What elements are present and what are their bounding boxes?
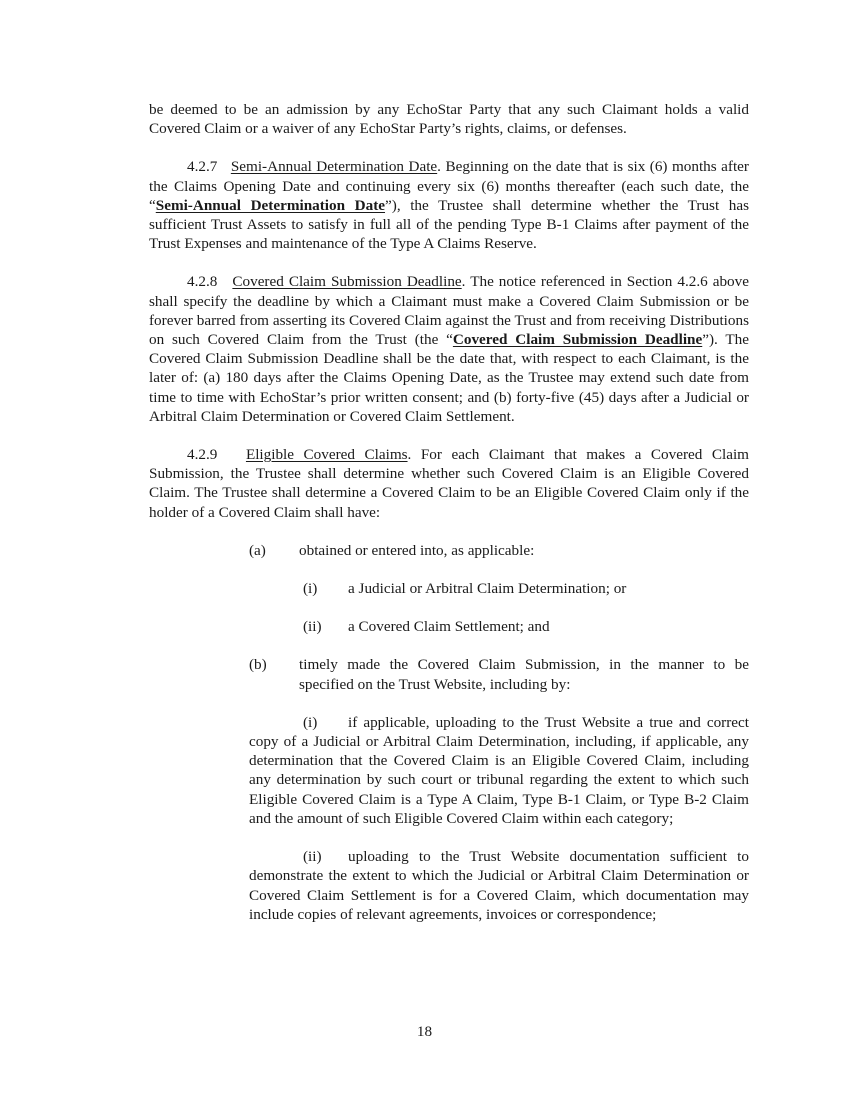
section-heading: Semi-Annual Determination Date — [230, 158, 438, 176]
item-text: obtained or entered into, as applicable: — [299, 541, 535, 559]
section-text: . The notice referenced in Section 4.2.6 above shall specify the deadline by which a Claimant must make a Covered Claim Submission or be forever barred from asserting its Covered Claim against the Trust and from receiving Distributions on such Covered Claim from the Trust (the “ — [149, 273, 749, 349]
section-text: . For each Claimant that makes a Covered Claim Submission, the Trustee shall determine whether such Covered Claim is an Eligible Covered Claim. The Trustee shall determine a Covered Claim to be an Eligible Covered Claim only if the holder of a Covered Claim shall have: — [149, 446, 749, 521]
item-text: timely made the Covered Claim Submission, in the manner to be specified on the Trust Website, including by: — [299, 656, 749, 693]
defined-term: Semi-Annual Determination Date — [155, 196, 386, 214]
section-heading: Eligible Covered Claims — [245, 446, 408, 464]
item-label: (ii) — [303, 848, 322, 866]
list-item-a-ii — [303, 617, 749, 636]
list-item-b-i — [249, 713, 749, 828]
section-number: 4.2.7 — [187, 158, 218, 176]
section-text: ”). The Covered Claim Submission Deadline shall be the date that, with respect to each Claimant, is the later of: (a) 180 days after the Claims Opening Date, as the Trustee may extend such date from time to time with EchoStar’s prior written consent; and (b) forty-five (45) days after a Judicial or Arbitral Claim Determination or Covered Claim Settlement. — [149, 331, 750, 425]
section-number: 4.2.8 — [187, 273, 218, 291]
defined-term: Covered Claim Submission Deadline — [452, 331, 703, 349]
section-text: ”), the Trustee shall determine whether the Trust has sufficient Trust Assets to satisfy in full all of the pending Type B-1 Claims after payment of the Trust Expenses and maintenance of the Type A Claims Reserve. — [149, 196, 750, 253]
list-item-b — [249, 655, 749, 693]
document-page — [149, 100, 749, 924]
list-item-b-ii — [249, 847, 749, 924]
section-number: 4.2.9 — [187, 446, 218, 464]
item-label: (b) — [249, 656, 267, 674]
section-4-2-9 — [149, 445, 749, 522]
list-item-a-i — [303, 579, 749, 598]
section-4-2-7 — [149, 157, 749, 253]
section-heading: Covered Claim Submission Deadline — [232, 273, 462, 291]
item-text: if applicable, uploading to the Trust Website a true and correct copy of a Judicial or Arbitral Claim Determination, including, if applicable, any determination that the Covered Claim is an Eligible Covered Claim, including any determination by such court or tribunal regarding the extent to which such Eligible Covered Claim is a Type A Claim, Type B-1 Claim, or Type B-2 Claim and the amount of such Eligible Covered Claim within each category; — [249, 713, 749, 827]
section-text: . Beginning on the date that is six (6) months after the Claims Opening Date and continuing every six (6) months thereafter (each such date, the “ — [149, 158, 749, 214]
item-label: (i) — [303, 580, 318, 598]
list-item-a — [249, 541, 749, 560]
item-label: (a) — [249, 541, 266, 559]
item-label: (i) — [303, 713, 318, 731]
item-label: (ii) — [303, 618, 322, 636]
item-text: a Covered Claim Settlement; and — [348, 618, 550, 636]
section-4-2-8 — [149, 272, 749, 426]
page-number: 18 — [416, 1023, 433, 1040]
item-text: uploading to the Trust Website documentation sufficient to demonstrate the extent to which the Judicial or Arbitral Claim Determination or Covered Claim Settlement is for a Covered Claim, which documentation may include copies of relevant agreements, invoices or correspondence; — [249, 848, 749, 923]
item-text: a Judicial or Arbitral Claim Determination; or — [348, 580, 627, 598]
continuation-paragraph: be deemed to be an admission by any EchoStar Party that any such Claimant holds a valid Covered Claim or a waiver of any EchoStar Party’s rights, claims, or defenses. — [149, 101, 749, 138]
